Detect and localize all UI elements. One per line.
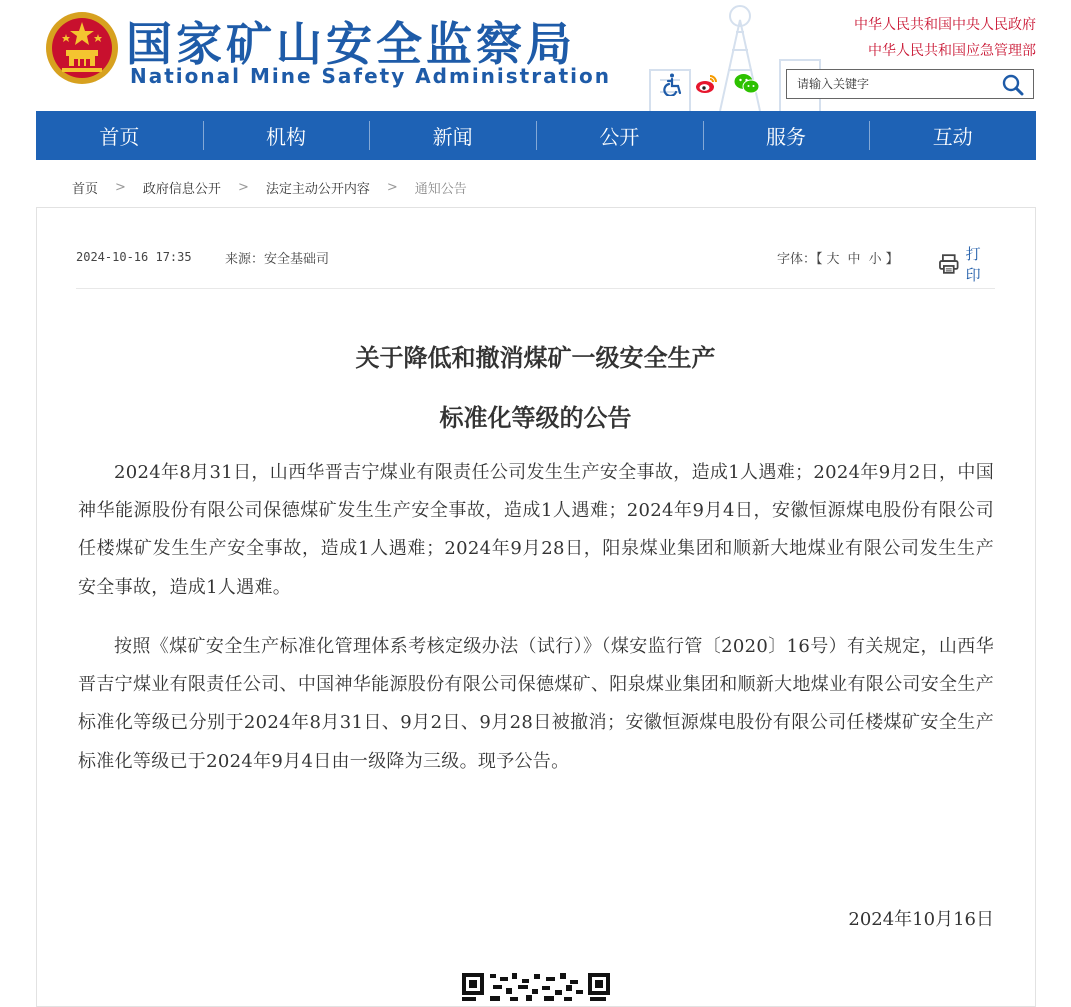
article-meta (76, 245, 995, 284)
breadcrumb (72, 178, 467, 197)
nav-disclosure[interactable]: 公开 (536, 111, 703, 160)
font-size-large[interactable]: 大 (826, 252, 840, 267)
search-input[interactable] (797, 74, 997, 94)
printer-icon (938, 253, 960, 275)
search-box (786, 69, 1034, 99)
article-source: 来源：安全基础司 (225, 252, 330, 267)
breadcrumb-home[interactable]: 首页 (72, 182, 99, 197)
nav-news[interactable]: 新闻 (369, 111, 536, 160)
font-size-label: 字体： (777, 252, 817, 267)
chevron-right-icon: > (115, 180, 126, 195)
font-bracket-close: 】 (885, 252, 899, 267)
font-size-controls (777, 248, 899, 267)
main-nav (36, 111, 1036, 160)
nav-home[interactable]: 首页 (99, 125, 140, 149)
font-size-medium[interactable]: 中 (847, 252, 861, 267)
central-government-link[interactable]: 中华人民共和国中央人民政府 (854, 17, 1036, 33)
font-size-small[interactable]: 小 (868, 252, 882, 267)
weibo-icon[interactable] (694, 71, 720, 97)
national-emblem-icon (44, 10, 120, 86)
article-title-line1: 关于降低和撤消煤矿一级安全生产 (355, 343, 716, 372)
article-title-line2: 标准化等级的公告 (439, 403, 632, 432)
accessibility-icon[interactable] (660, 71, 686, 97)
font-bracket-open: 【 (816, 252, 823, 267)
print-button[interactable] (938, 243, 995, 285)
site-header (0, 0, 1071, 111)
article-container (36, 207, 1036, 1007)
article-paragraph-2: 按照《煤矿安全生产标准化管理体系考核定级办法（试行）》（煤安监行管〔2020〕16号）有关规定，山西华晋吉宁煤业有限责任公司、中国神华能源股份有限公司保德煤矿、阳泉煤业集团和顺新大地煤业有限公司安全生产标准化等级已分别于2024年8月31日、9月2日、9月28日被撤消；安徽恒源煤电股份有限公司任楼煤矿安全生产标准化等级已于2024年9月4日由一级降为三级。现予公告。 (78, 636, 994, 772)
meta-divider (76, 288, 995, 289)
qr-code-icon (460, 971, 612, 1001)
emergency-ministry-link[interactable]: 中华人民共和国应急管理部 (868, 43, 1036, 59)
site-name-cn: 国家矿山安全监察局 (126, 17, 576, 71)
article-paragraph-1: 2024年8月31日，山西华晋吉宁煤业有限责任公司发生生产安全事故，造成1人遇难；2024年9月2日，中国神华能源股份有限公司保德煤矿发生生产安全事故，造成1人遇难；2024年9月4日，安徽恒源煤电股份有限公司任楼煤矿发生生产安全事故，造成1人遇难；2024年9月28日，阳泉煤业集团和顺新大地煤业有限公司发生生产安全事故，造成1人遇难。 (78, 462, 994, 598)
site-name-en: National Mine Safety Administration (130, 64, 611, 88)
chevron-right-icon: > (386, 180, 398, 195)
breadcrumb-current: 通知公告 (414, 182, 467, 197)
nav-institutions[interactable]: 机构 (203, 111, 370, 160)
nav-interaction[interactable]: 互动 (869, 111, 1036, 160)
print-label: 打印 (965, 245, 981, 284)
breadcrumb-gov-info[interactable]: 政府信息公开 (142, 182, 221, 197)
publish-date: 2024-10-16 17:35 (76, 250, 192, 264)
wechat-icon[interactable] (734, 71, 760, 97)
nav-services[interactable]: 服务 (703, 111, 870, 160)
signature-date: 2024年10月16日 (848, 909, 994, 930)
search-icon[interactable] (1001, 73, 1025, 97)
breadcrumb-statutory-disclosure[interactable]: 法定主动公开内容 (265, 182, 370, 197)
chevron-right-icon: > (237, 180, 249, 195)
